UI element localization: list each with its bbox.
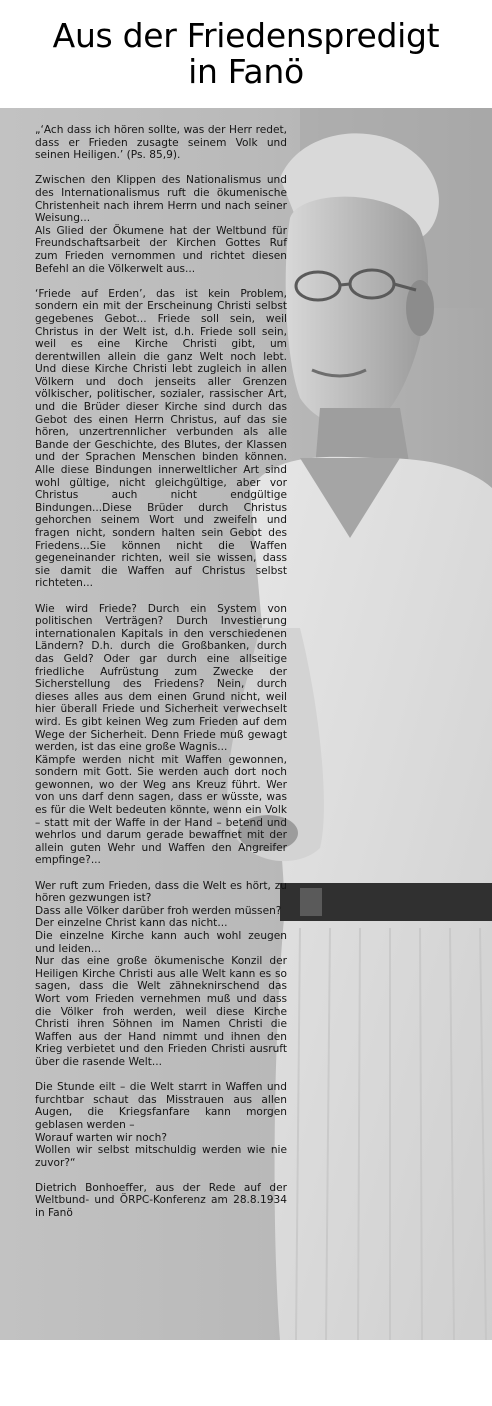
paragraph-5: Wer ruft zum Frieden, dass die Welt es hört, zu hören gezwungen ist? Dass alle Völker darüber froh werden müssen? Der einzelne Christ kann das nicht... Die einzelne Kirche kann auch wohl zeugen und leiden... Nur das eine große ökumenische Konzil der Heiligen Kirche Christi aus alle Welt kann es so sagen, dass die Welt zähneknirschend das Wort vom Frieden vernehmen muß und dass die Völker froh werden, weil diese Kirche Christi ihren Söhnen im Namen Christi die Waffen aus der Hand nimmt und ihnen den Krieg verbietet und den Frieden Christi ausruft über die rasende Welt... — [35, 879, 287, 1068]
paragraph-1: „‘Ach dass ich hören sollte, was der Herr redet, dass er Frieden zusagte seinem Volk und seinen Heiligen.’ (Ps. 85,9). — [35, 124, 287, 162]
content-panel — [0, 108, 492, 1340]
paragraph-3: ‘Friede auf Erden’, das ist kein Problem, sondern ein mit der Erscheinung Christi selbst gegebenes Gebot... Friede soll sein, weil Christus in der Welt ist, d.h. Friede soll sein, weil es eine Kirche Christi gibt, um derentwillen allein die ganz Welt noch lebt. Und diese Kirche Christi lebt zugleich in allen Völkern und doch jenseits aller Grenzen völkischer, politischer, sozialer, rassischer Art, und die Brüder dieser Kirche sind durch das Gebot des einen Herrn Christus, auf das sie hören, unzertrennlicher verbunden als alle Bande der Geschichte, des Blutes, der Klassen und der Sprachen Menschen binden können. Alle diese Bindungen innerweltlicher Art sind wohl gültige, nicht gleichgültige, aber vor Christus auch nicht endgültige Bindungen...Diese Brüder durch Christus gehorchen seinem Wort und zweifeln und fragen nicht, sondern halten sein Gebot des Friedens...Sie können nicht die Waffen gegeneinander richten, weil sie wissen, dass sie damit die Waffen auf Christus selbst richteten... — [35, 287, 287, 590]
paragraph-6: Die Stunde eilt – die Welt starrt in Waffen und furchtbar schaut das Misstrauen aus allen Augen, die Kriegsfanfare kann morgen geblasen werden – Worauf warten wir noch? Wollen wir selbst mitschuldig werden wie nie zuvor?“ — [35, 1081, 287, 1169]
title-line-1: Aus der Friedenspredigt — [52, 16, 440, 55]
title-line-2: in Fanö — [188, 52, 304, 91]
paragraph-2: Zwischen den Klippen des Nationalismus und des Internationalismus ruft die ökumenische Christenheit nach ihrem Herrn und nach seiner Weisung... Als Glied der Ökumene hat der Weltbund für Freundschaftsarbeit der Kirchen Gottes Ruf zum Frieden vernommen und richtet diesen Befehl an die Völkerwelt aus... — [35, 174, 287, 275]
page-title — [0, 18, 492, 90]
sermon-text — [35, 124, 287, 1230]
attribution: Dietrich Bonhoeffer, aus der Rede auf der Weltbund- und ÖRPC-Konferenz am 28.8.1934 in Fanö — [35, 1181, 287, 1220]
paragraph-4: Wie wird Friede? Durch ein System von politischen Verträgen? Durch Investierung internationalen Kapitals in den verschiedenen Ländern? D.h. durch die Großbanken, durch das Geld? Oder gar durch eine allseitige friedliche Aufrüstung zum Zwecke der Sicherstellung des Friedens? Nein, durch dieses alles aus dem einen Grund nicht, weil hier überall Friede und Sicherheit verwechselt wird. Es gibt keinen Weg zum Frieden auf dem Wege der Sicherheit. Denn Friede muß gewagt werden, ist das eine große Wagnis... Kämpfe werden nicht mit Waffen gewonnen, sondern mit Gott. Sie werden auch dort noch gewonnen, wo der Weg ans Kreuz führt. Wer von uns darf denn sagen, dass er wüsste, was es für die Welt bedeuten könnte, wenn ein Volk – statt mit der Waffe in der Hand – betend und wehrlos und darum gerade bewaffnet mit der allein guten Wehr und Waffen den Angreifer empfinge?... — [35, 602, 287, 867]
